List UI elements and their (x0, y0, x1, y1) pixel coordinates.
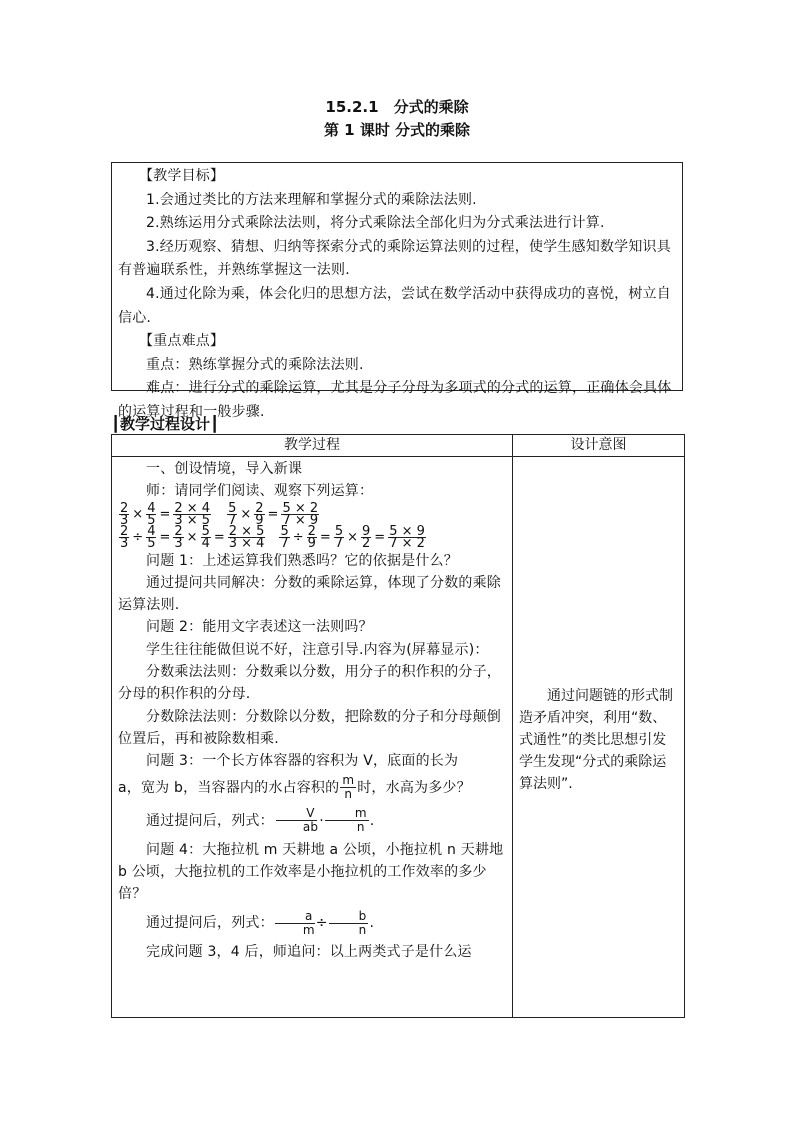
fraction: $\frac{2}{3}$ (120, 524, 129, 552)
fraction: $\frac{4}{5}$ (147, 501, 156, 529)
design-intent: 通过问题链的形式制造矛盾冲突，利用“数、式通性”的类比思想引发学生发现“分式的乘除运算法则”. (519, 688, 673, 792)
fraction-m-over-n: $\frac{m}{n}$ (342, 773, 355, 802)
rule-multiplication: 分数乘法法则：分数乘以分数，用分子的积作积的分子，分母的积作积的分母. (118, 664, 501, 703)
intro: 一、创设情境，导入新课 (146, 461, 303, 477)
objective-item: 3.经历观察、猜想、归纳等探索分式的乘除运算法则的过程，使学生感知数学知识具有普遍联系性，并熟练掌握这一法则. (118, 238, 671, 279)
objective-item: 1.会通过类比的方法来理解和掌握分式的乘除法法则. (146, 191, 477, 208)
objectives-box (111, 162, 683, 420)
fraction: $\frac{2}{3}$ (174, 524, 183, 552)
objective-item: 2.熟练运用分式乘除法法则，将分式乘除法全部化归为分式乘法进行计算. (146, 215, 605, 232)
difficulty: 难点：进行分式的乘除运算，尤其是分子分母为多项式的分式的运算，正确体会具体的运算过程和一般步骤. (118, 380, 672, 420)
col-header-process: 教学过程 (112, 435, 512, 457)
question-2: 问题 2：能用文字表述这一法则吗？ (146, 619, 373, 636)
page-subtitle: 第 1 课时 分式的乘除 (323, 121, 471, 139)
fraction: $\frac{5 \times 9}{7 \times 2}$ (389, 524, 425, 552)
fraction: $\frac{5}{7}$ (228, 501, 237, 529)
question-4-answer: 通过提问后，列式： $\frac{a}{m}$ ÷ $\frac{b}{n}$ . (146, 908, 375, 937)
key-point: 重点：熟练掌握分式的乘除法法则. (146, 356, 364, 373)
fraction: $\frac{5}{4}$ (201, 524, 210, 552)
fraction: $\frac{5 \times 2}{7 \times 9}$ (282, 501, 319, 529)
fraction: $\frac{2}{3}$ (120, 501, 129, 529)
equation-row-2: $\frac{2}{3}$ ÷ $\frac{4}{5}$ = $\frac{2}{3}$ × $\frac{5}{4}$ = $\frac{2 \times 5}{3 \times 4}$ $\frac{5}{7}$ ÷ $\frac{2}{9}$ = $\frac{5}{7}$ × $\frac{9}{2}$ = $\frac{5 \times 9}{7 \times 2}$ (120, 524, 425, 552)
question-3-cont: a，宽为 b，当容器内的水占容积的 $\frac{m}{n}$ 时，水高为多少？ (118, 773, 471, 802)
question-3-answer: 通过提问后，列式： $\frac{V}{ab}$ · $\frac{m}{n}$ . (146, 806, 375, 835)
teacher-prompt: 师：请同学们阅读、观察下列运算： (146, 483, 374, 500)
fraction: $\frac{2}{9}$ (255, 501, 264, 529)
fraction: $\frac{2 \times 5}{3 \times 4}$ (228, 524, 265, 552)
question-1: 问题 1：上述运算我们熟悉吗？它的依据是什么？ (146, 552, 458, 569)
process-table (111, 434, 685, 1018)
objective-item: 4.通过化除为乘，体会化归的思想方法，尝试在数学活动中获得成功的喜悦，树立自信心. (118, 285, 671, 326)
rule-division: 分数除法法则：分数除以分数，把除数的分子和分母颠倒位置后，再和被除数相乘. (118, 708, 501, 747)
fraction: $\frac{5}{7}$ (280, 524, 289, 552)
followup: 完成问题 3，4 后，师追问：以上两类式子是什么运 (146, 944, 472, 961)
fraction: $\frac{9}{2}$ (362, 524, 371, 552)
fraction: $\frac{2 \times 4}{3 \times 5}$ (174, 501, 211, 529)
column-divider (512, 435, 513, 1017)
fraction: $\frac{2}{9}$ (307, 524, 316, 552)
objectives-heading: 【教学目标】 (139, 168, 225, 184)
col-header-intent: 设计意图 (513, 435, 684, 457)
process-content (118, 458, 506, 964)
equation-row-1: $\frac{2}{3}$ × $\frac{4}{5}$ = $\frac{2 \times 4}{3 \times 5}$ $\frac{5}{7}$ × $\frac{2}{9}$ = $\frac{5 \times 2}{7 \times 9}$ (120, 501, 319, 529)
fraction: $\frac{5}{7}$ (334, 524, 344, 552)
fraction: $\frac{4}{5}$ (147, 524, 156, 552)
question-3: 问题 3：一个长方体容器的容积为 V，底面的长为 (146, 753, 459, 770)
question-2-answer: 学生往往能做但说不好，注意引导.内容为(屏幕显示)： (146, 641, 489, 658)
page-title: 15.2.1 分式的乘除 (325, 98, 469, 116)
question-1-answer: 通过提问共同解决：分数的乘除运算，体现了分数的乘除运算法则. (118, 574, 501, 614)
key-heading: 【重点难点】 (139, 333, 225, 350)
question-4: 问题 4：大拖拉机 m 天耕地 a 公顷，小拖拉机 n 天耕地 b 公顷，大拖拉机的工作效率是小拖拉机的工作效率的多少倍？ (118, 841, 504, 903)
section-heading: ┃教学过程设计┃ (111, 415, 220, 433)
